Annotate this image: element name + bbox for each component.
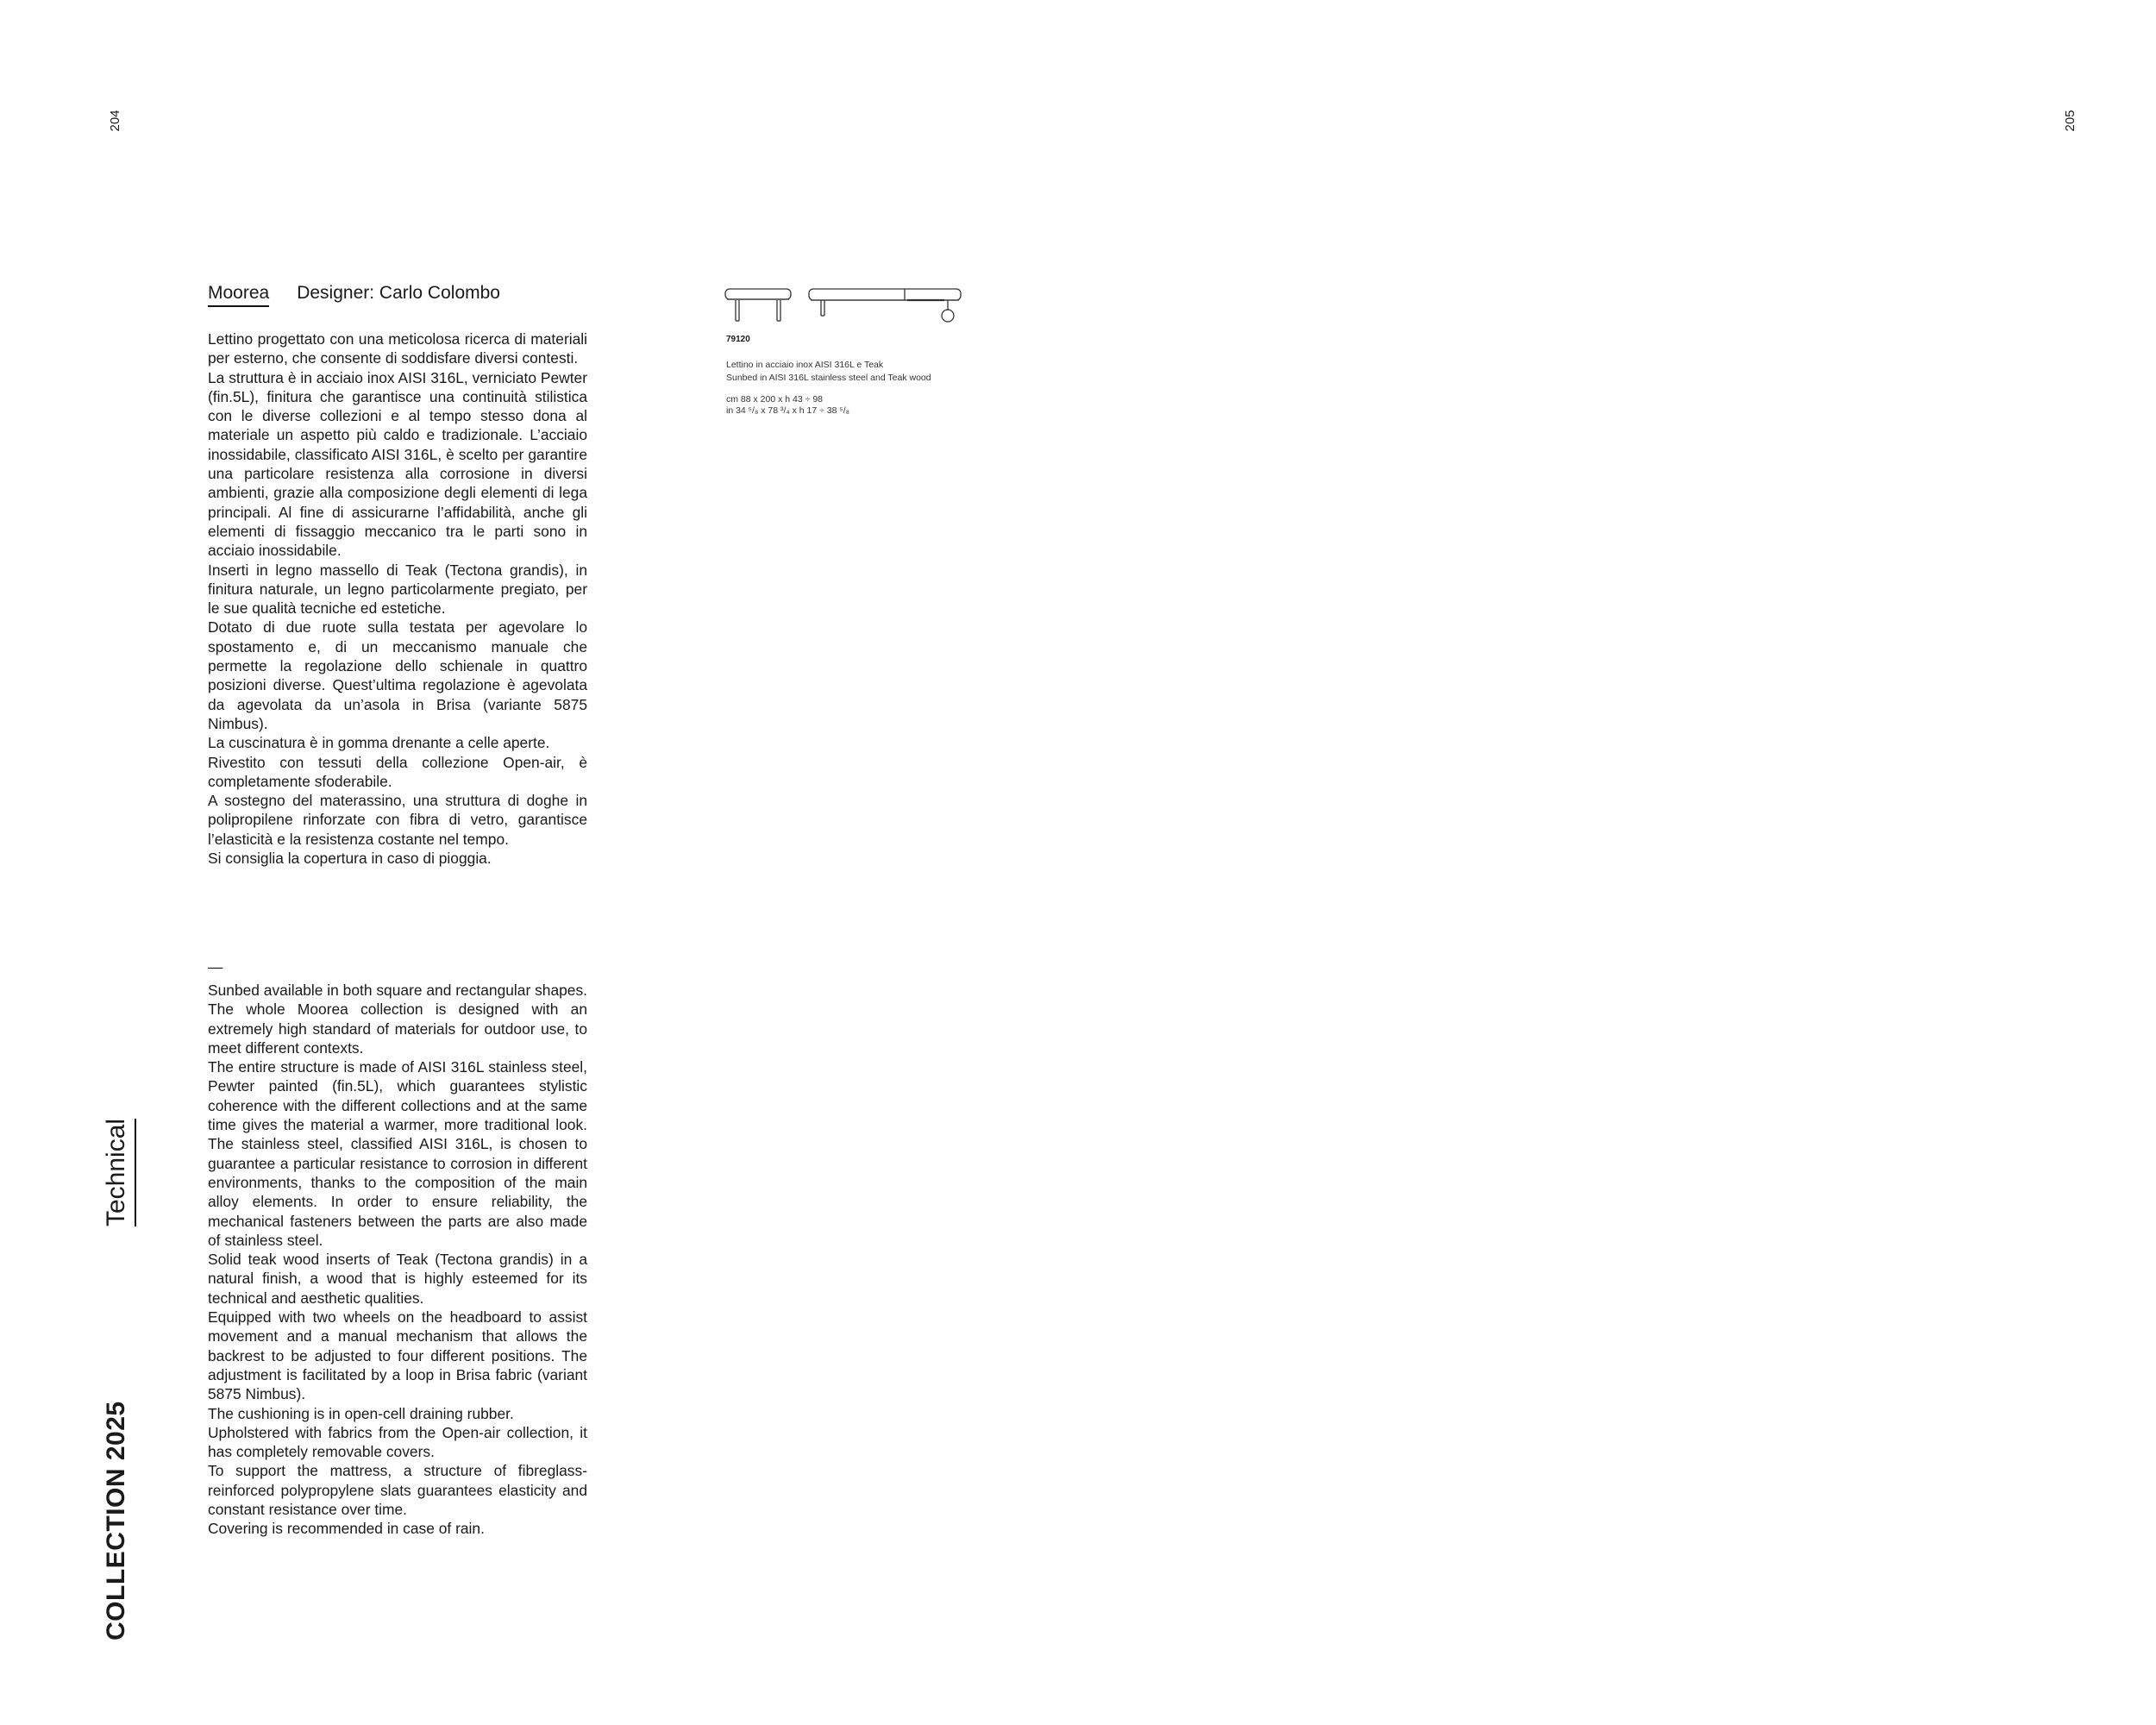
english-paragraph: Sunbed available in both square and rectangular shapes. The whole Moorea collection is designed with an extremely high standard of materials for outdoor use, to meet different contexts. <box>208 982 587 1057</box>
collection-label: COLLECTION 2025 <box>102 1401 130 1640</box>
english-paragraph: Solid teak wood inserts of Teak (Tectona grandis) in a natural finish, a wood that is highly esteemed for its technical and aesthetic qualities. <box>208 1251 587 1307</box>
designer-credit: Designer: Carlo Colombo <box>297 283 500 303</box>
sunbed-front-view <box>725 289 791 321</box>
product-name: Moorea <box>208 283 269 307</box>
italian-paragraph: Dotato di due ruote sulla testata per agevolare lo spostamento e, di un meccanismo manuale che permette la regolazione dello schienale in quattro posizioni diverse. Quest’ultima regolazione è agevolata da agevolata da un’asola in Brisa (variante 5875 Nimbus). <box>208 618 587 732</box>
sunbed-side-view <box>809 289 961 322</box>
english-paragraph: Equipped with two wheels on the headboard to assist movement and a manual mechanism that allows the backrest to be adjusted to four different positions. The adjustment is facilitated by a loop in Brisa fabric (variant 5875 Nimbus). <box>208 1308 587 1403</box>
italian-paragraph: Rivestito con tessuti della collezione Open-air, è completamente sfoderabile. <box>208 753 587 790</box>
english-paragraph: The cushioning is in open-cell draining rubber. <box>208 1404 514 1422</box>
product-dimensions <box>726 394 849 417</box>
italian-paragraph: Lettino progettato con una meticolosa ricerca di materiali per esterno, che consente di soddisfare diversi contesti. <box>208 330 587 367</box>
italian-paragraph: A sostegno del materassino, una struttura di doghe in polipropilene rinforzate con fibra di vetro, garantisce l’elasticità e la resistenza costante nel tempo. <box>208 792 587 848</box>
dimensions-cm: cm 88 x 200 x h 43 ÷ 98 <box>726 394 823 405</box>
english-paragraph: Upholstered with fabrics from the Open-air collection, it has completely removable covers. <box>208 1423 587 1461</box>
english-paragraph: The entire structure is made of AISI 316L stainless steel, Pewter painted (fin.5L), which guarantees stylistic coherence with the different collections and at the same time gives the material a warmer, more traditional look. The stainless steel, classified AISI 316L, is chosen to guarantee a particular resistance to corrosion in different environments, thanks to the composition of the main alloy elements. In order to ensure reliability, the mechanical fasteners between the parts are also made of stainless steel. <box>208 1058 587 1249</box>
product-description-en: Sunbed in AISI 316L stainless steel and Teak wood <box>726 373 931 383</box>
english-paragraph: Covering is recommended in case of rain. <box>208 1520 485 1538</box>
page-number-right: 205 <box>2062 110 2078 132</box>
italian-description <box>208 329 587 868</box>
product-heading <box>208 283 500 307</box>
section-label: Technical <box>102 1119 136 1226</box>
product-description <box>726 359 931 385</box>
english-description <box>208 981 587 1539</box>
sunbed-technical-drawing <box>724 286 975 325</box>
italian-paragraph: La struttura è in acciaio inox AISI 316L, verniciato Pewter (fin.5L), finitura che garantisce una continuità stilistica con le diverse collezioni e al tempo stesso dona al materiale un aspetto più caldo e tradizionale. L’acciaio inossidabile, classificato AISI 316L, è scelto per garantire una particolare resistenza alla corrosione in diversi ambienti, grazie alla composizione degli elementi di lega principali. Al fine di assicurarne l’affidabilità, anche gli elementi di fissaggio meccanico tra le parti sono in acciaio inossidabile. <box>208 368 587 560</box>
product-description-it: Lettino in acciaio inox AISI 316L e Teak <box>726 360 884 370</box>
italian-paragraph: La cuscinatura è in gomma drenante a celle aperte. <box>208 734 550 752</box>
italian-paragraph: Si consiglia la copertura in caso di pioggia. <box>208 850 492 868</box>
italian-paragraph: Inserti in legno massello di Teak (Tectona grandis), in finitura naturale, un legno particolarmente pregiato, per le sue qualità tecniche ed estetiche. <box>208 561 587 618</box>
product-code: 79120 <box>726 335 750 344</box>
dimensions-in: in 34 ⁵/₈ x 78 ³/₄ x h 17 ÷ 38 ⁵/₈ <box>726 405 850 416</box>
english-paragraph: To support the mattress, a structure of fibreglass-reinforced polypropylene slats guarantees elasticity and constant resistance over time. <box>208 1462 587 1519</box>
page-number-left: 204 <box>107 110 122 132</box>
separator-dash: — <box>208 958 223 975</box>
